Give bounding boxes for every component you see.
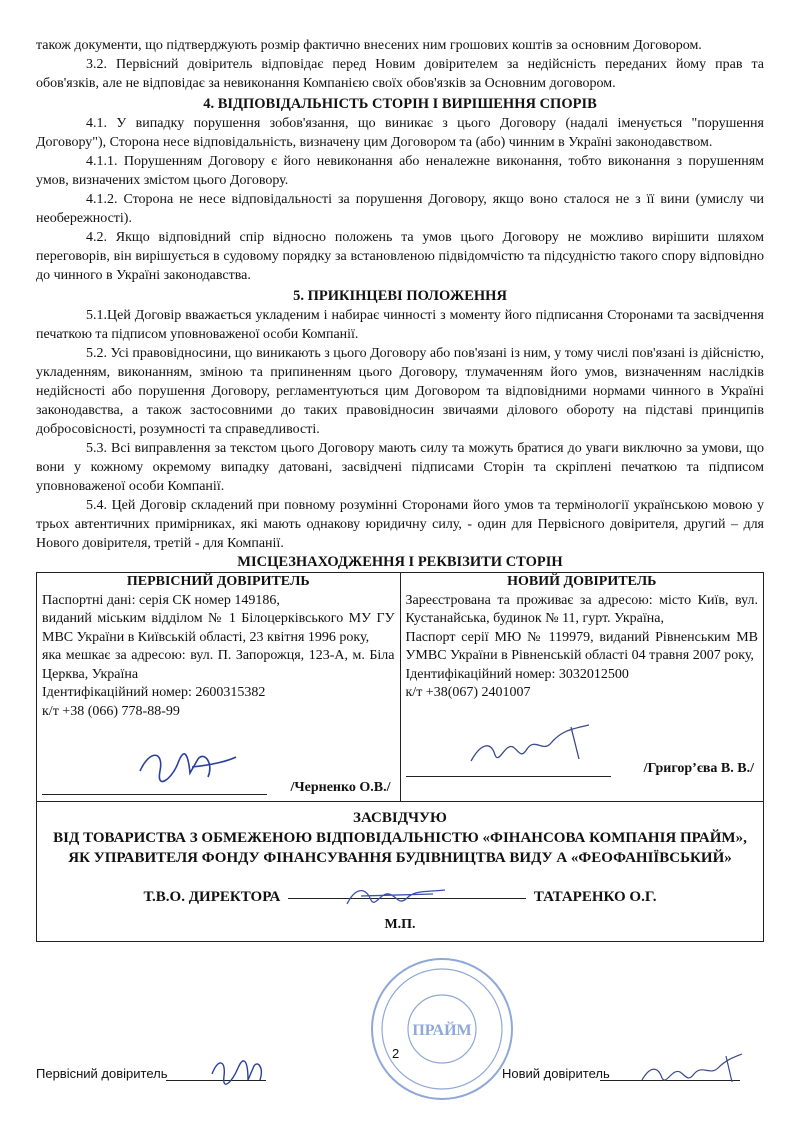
new-trustor-phone: к/т +38(067) 2401007 <box>405 685 531 700</box>
seal-label: М.П. <box>384 917 416 932</box>
footer-first-trustor-label: Первісний довіритель <box>36 1066 168 1081</box>
new-trustor-id: Ідентифікаційний номер: 3032012500 <box>405 666 629 682</box>
first-trustor-signature-name: /Черненко О.В./ <box>290 779 391 795</box>
paragraph-5-4: 5.4. Цей Договір складений при повному розумінні Сторонами його умов та термінології українською мовою у трьох автентичних примірниках, які мають однакову юридичну силу, - один для Первісного довірителя, другий – для Нового довірителя, третій - для Компанії. <box>36 498 764 551</box>
first-trustor-address: яка мешкає за адресою: вул. П. Запорожця, 123-А, м. Біла Церква, Україна <box>42 648 395 682</box>
paragraph-4-1: 4.1. У випадку порушення зобов'язання, що виникає з цього Договору (надалі іменується "порушення Договору"), Сторона несе відповідальність, визначену цим Договором та (або) чинним в Україні законодавством. <box>36 116 764 150</box>
paragraph-4-1-1: 4.1.1. Порушенням Договору є його невиконання або неналежне виконання, тобто виконання з порушенням умов, визначених змістом цього Договору. <box>36 154 764 188</box>
first-trustor-phone: к/т +38 (066) 778-88-99 <box>42 703 180 719</box>
paragraph-4-1-2: 4.1.2. Сторона не несе відповідальності за порушення Договору, якщо воно сталося не з її вини (умислу чи необережності). <box>36 192 764 226</box>
director-name: ТАТАРЕНКО О.Г. <box>533 889 657 905</box>
paragraph-5-1: 5.1.Цей Договір вважається укладеним і набирає чинності з моменту його підписання Сторонами та засвідчення печаткою та підписом уповноваженої особи Компанії. <box>36 308 764 342</box>
paragraph-4-2: 4.2. Якщо відповідний спір відносно положень та умов цього Договору не можливо вирішити шляхом переговорів, він вирішується в судовому порядку за встановленою підвідомчістю та підсудністю такого спору відповідно до чинного в Україні законодавства. <box>36 230 764 283</box>
new-trustor-address: Зареєстрована та проживає за адресою: місто Київ, вул. Кустанайська, будинок № 11, гурт. Україна, <box>405 592 758 626</box>
new-trustor-signature <box>461 713 611 773</box>
page-number: 2 <box>392 1046 400 1061</box>
paragraph-5-3: 5.3. Всі виправлення за текстом цього Договору мають силу та можуть братися до уваги виключно за умови, що вони у кожному окремому випадку датовані, засвідчені підписами Сторін та скріплені печаткою та підписом уповноваженої особи Компанії. <box>36 441 764 494</box>
first-trustor-issued: виданий міським відділом № 1 Білоцерківського МУ ГУ МВС України в Київській області, 23 квітня 1996 року, <box>42 611 395 645</box>
director-label: Т.В.О. ДИРЕКТОРА <box>143 889 281 905</box>
paragraph-5-2: 5.2. Усі правовідносини, що виникають з цього Договору або пов'язані із ним, у тому числі пов'язані із дійсністю, укладенням, виконанням, зміною та припиненням цього Договору, тлумаченням його умов, визначенням наслідків недійсності або порушення Договору, регламентуються цим Договором та відповідними нормами чинного в Україні законодавства, а також застосовними до таких правовідносин звичаями ділового обороту на підставі принципів добросовісності, розумності та справедливості. <box>36 346 764 437</box>
new-trustor-heading: НОВИЙ ДОВІРИТЕЛЬ <box>507 574 657 589</box>
stamp-text: ПРАЙМ <box>412 1022 472 1039</box>
section-5-title: 5. ПРИКІНЦЕВІ ПОЛОЖЕННЯ <box>293 288 507 304</box>
new-trustor-signature-name: /Григор’єва В. В./ <box>643 761 754 776</box>
director-signature <box>341 878 451 914</box>
certify-title: ЗАСВІДЧУЮ <box>353 810 447 826</box>
paragraph-3-2: 3.2. Первісний довіритель відповідає перед Новим довірителем за недійсність переданих йому прав та обов'язків, але не відповідає за невиконання Компанією своїх обов'язків за Основним договором. <box>36 57 764 91</box>
first-trustor-signature <box>132 741 242 791</box>
paragraph-cont: також документи, що підтверджують розмір фактично внесених ним грошових коштів за основним Договором. <box>36 38 702 53</box>
first-trustor-cell <box>37 573 401 802</box>
certify-organization: ВІД ТОВАРИСТВА З ОБМЕЖЕНОЮ ВІДПОВІДАЛЬНІСТЮ «ФІНАНСОВА КОМПАНІЯ ПРАЙМ», ЯК УПРАВИТЕЛЯ ФОНДУ ФІНАНСУВАННЯ БУДІВНИЦТВА ВИДУ А «ФЕОФАНІЇВСЬКИЙ» <box>53 830 747 866</box>
document-page <box>36 36 764 942</box>
first-trustor-passport: Паспортні дані: серія СК номер 149186, <box>42 592 280 608</box>
first-trustor-heading: ПЕРВІСНИЙ ДОВІРИТЕЛЬ <box>126 574 310 589</box>
new-trustor-passport: Паспорт серії МЮ № 119979, виданий Рівненським МВ УМВС України в Рівненській області 04 травня 2007 року, <box>405 629 758 663</box>
requisites-title: МІСЦЕЗНАХОДЖЕННЯ І РЕКВІЗИТИ СТОРІН <box>237 554 563 570</box>
page-footer <box>36 1046 764 1092</box>
requisites-table <box>36 572 764 942</box>
footer-new-trustor-label: Новий довіритель <box>502 1066 610 1081</box>
director-line <box>45 888 755 914</box>
certification-cell <box>37 802 764 942</box>
footer-new-signature <box>636 1046 746 1088</box>
new-trustor-signature-area <box>406 703 759 783</box>
footer-first-signature <box>208 1052 268 1086</box>
first-trustor-id: Ідентифікаційний номер: 2600315382 <box>42 685 266 700</box>
new-trustor-cell <box>400 573 764 802</box>
section-4-title: 4. ВІДПОВІДАЛЬНІСТЬ СТОРІН І ВИРІШЕННЯ СПОРІВ <box>203 96 597 112</box>
first-trustor-signature-area <box>42 721 395 801</box>
